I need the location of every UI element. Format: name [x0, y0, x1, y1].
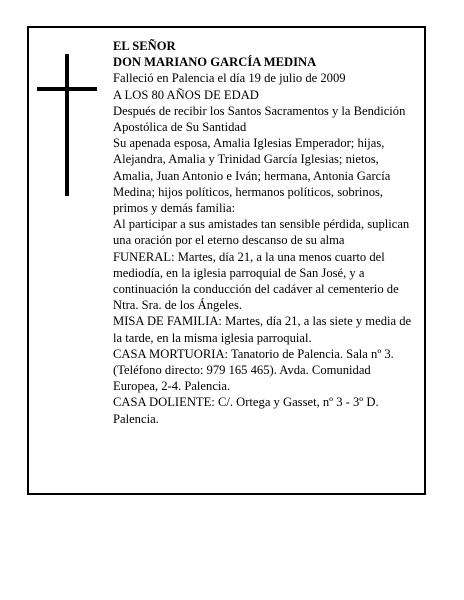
- obituary-text: [113, 38, 417, 427]
- title-line: EL SEÑOR: [113, 39, 176, 53]
- family-paragraph: Su apenada esposa, Amalia Iglesias Emperador; hijas, Alejandra, Amalia y Trinidad García Iglesias; nietos, Amalia, Juan Antonio e Iván; hermana, Antonia García Medina; hijos políticos, hermanos políticos, sobrinos, primos y demás familia:: [113, 136, 391, 216]
- deceased-name: DON MARIANO GARCÍA MEDINA: [113, 55, 317, 70]
- mortuary-paragraph: CASA MORTUORIA: Tanatorio de Palencia. Sala nº 3. (Teléfono directo: 979 165 465). Avda. Comunidad Europea, 2-4. Palencia.: [113, 346, 394, 394]
- funeral-paragraph: FUNERAL: Martes, día 21, a la una menos cuarto del mediodía, en la iglesia parroquial de San José, y a continuación la conducción del cadáver al cementerio de Ntra. Sra. de los Ángeles.: [113, 249, 399, 313]
- death-date-line: Falleció en Palencia el día 19 de julio de 2009: [113, 71, 346, 86]
- cross-horizontal-bar: [37, 87, 97, 91]
- latin-cross-icon: [37, 54, 97, 196]
- family-mass-paragraph: MISA DE FAMILIA: Martes, día 21, a las siete y media de la tarde, en la misma iglesia parroquial.: [113, 314, 412, 345]
- sacraments-paragraph: Después de recibir los Santos Sacramentos y la Bendición Apostólica de Su Santidad: [113, 103, 406, 135]
- mourning-house-paragraph: CASA DOLIENTE: C/. Ortega y Gasset, nº 3 - 3º D. Palencia.: [113, 395, 379, 426]
- prayer-request-paragraph: Al participar a sus amistades tan sensible pérdida, suplican una oración por el eterno descanso de su alma: [113, 217, 410, 248]
- age-line: A LOS 80 AÑOS DE EDAD: [113, 87, 259, 102]
- cross-vertical-bar: [65, 54, 69, 196]
